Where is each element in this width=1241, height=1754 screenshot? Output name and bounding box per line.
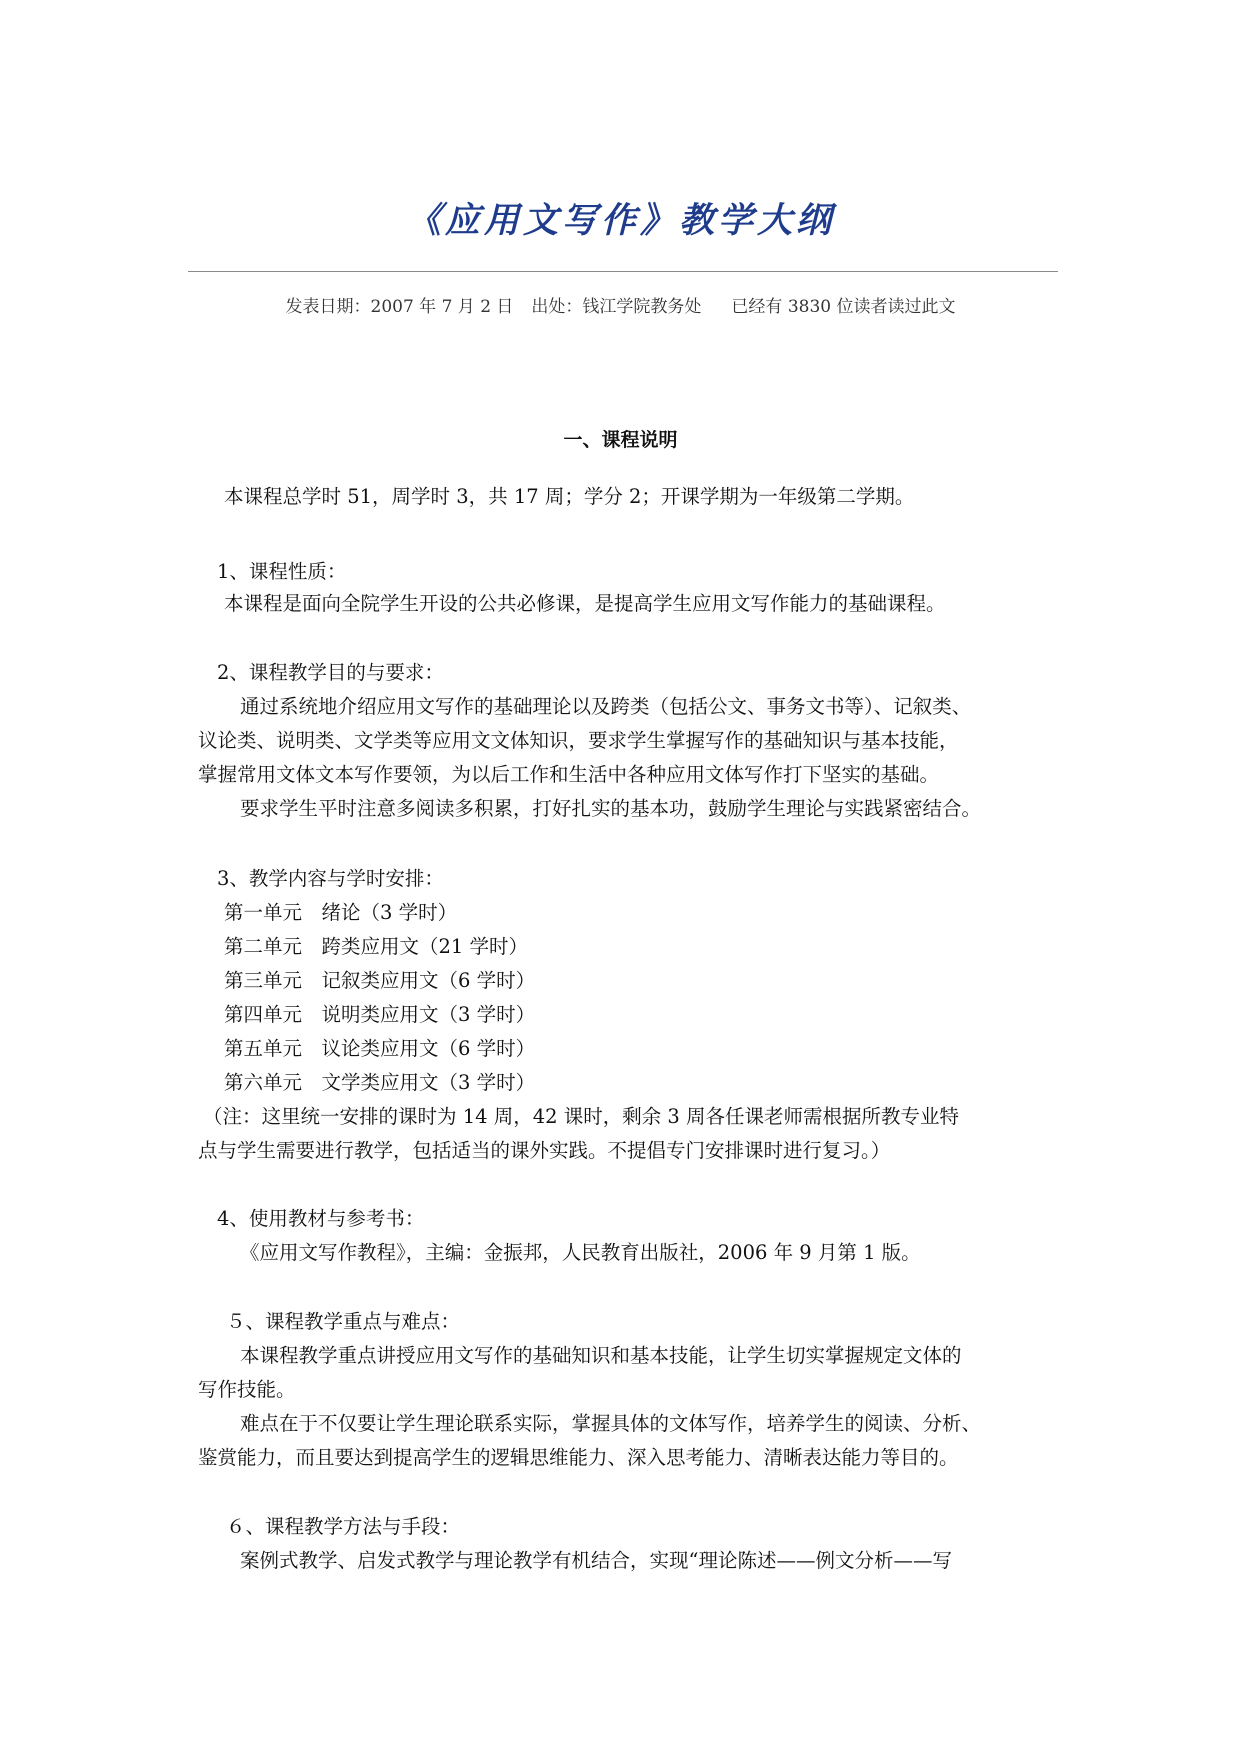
section-heading: 一、课程说明 (563, 429, 678, 451)
unit-item: 第四单元 说明类应用文（3 学时） (224, 1003, 536, 1026)
paragraph-line: 掌握常用文体文本写作要领，为以后工作和生活中各种应用文体写作打下坚实的基础。 (198, 763, 940, 786)
unit-item: 第五单元 议论类应用文（6 学时） (224, 1037, 536, 1060)
unit-item: 第六单元 文学类应用文（3 学时） (224, 1071, 536, 1094)
paragraph-line: 写作技能。 (198, 1378, 296, 1401)
article-source: 出处：钱江学院教务处 (531, 297, 702, 317)
subsection-heading: 4、使用教材与参考书： (217, 1207, 425, 1230)
title-divider (188, 271, 1058, 272)
unit-item: 第二单元 跨类应用文（21 学时） (224, 935, 529, 958)
subsection-heading: 1、课程性质： (217, 560, 347, 583)
publish-date: 发表日期：2007 年 7 月 2 日 (285, 297, 514, 317)
subsection-heading: 2、课程教学目的与要求： (217, 661, 444, 684)
paragraph-line: 本课程教学重点讲授应用文写作的基础知识和基本技能，让学生切实掌握规定文体的 (240, 1344, 962, 1367)
article-meta (0, 292, 1241, 317)
textbook-reference: 《应用文写作教程》，主编：金振邦，人民教育出版社，2006 年 9 月第 1 版。 (240, 1241, 921, 1264)
paragraph-line: 案例式教学、启发式教学与理论教学有机结合，实现“理论陈述——例文分析——写 (240, 1549, 952, 1572)
paragraph-line: 通过系统地介绍应用文写作的基础理论以及跨类（包括公文、事务文书等）、记叙类、 (240, 695, 972, 718)
paragraph-line: 鉴赏能力，而且要达到提高学生的逻辑思维能力、深入思考能力、清晰表达能力等目的。 (198, 1446, 959, 1469)
unit-item: 第三单元 记叙类应用文（6 学时） (224, 969, 536, 992)
subsection-heading: 3、教学内容与学时安排： (217, 867, 444, 890)
page-title: 《应用文写作》教学大纲 (405, 200, 835, 241)
note-line: 点与学生需要进行教学，包括适当的课外实践。不提倡专门安排课时进行复习。） (198, 1139, 891, 1162)
course-summary: 本课程总学时 51，周学时 3，共 17 周；学分 2；开课学期为一年级第二学期。 (224, 485, 915, 508)
paragraph-line: 议论类、说明类、文学类等应用文文体知识，要求学生掌握写作的基础知识与基本技能， (198, 729, 959, 752)
unit-item: 第一单元 绪论（3 学时） (224, 901, 458, 924)
subsection-heading: ５、课程教学重点与难点： (226, 1310, 461, 1333)
reader-count: 已经有 3830 位读者读过此文 (731, 297, 956, 317)
paragraph-line: 难点在于不仅要让学生理论联系实际，掌握具体的文体写作，培养学生的阅读、分析、 (240, 1412, 982, 1435)
paragraph-line: 本课程是面向全院学生开设的公共必修课，是提高学生应用文写作能力的基础课程。 (224, 592, 946, 615)
subsection-heading: ６、课程教学方法与手段： (226, 1515, 461, 1538)
note-line: （注：这里统一安排的课时为 14 周，42 课时，剩余 3 周各任课老师需根据所教专业特 (203, 1105, 960, 1128)
paragraph-line: 要求学生平时注意多阅读多积累，打好扎实的基本功，鼓励学生理论与实践紧密结合。 (240, 797, 982, 820)
